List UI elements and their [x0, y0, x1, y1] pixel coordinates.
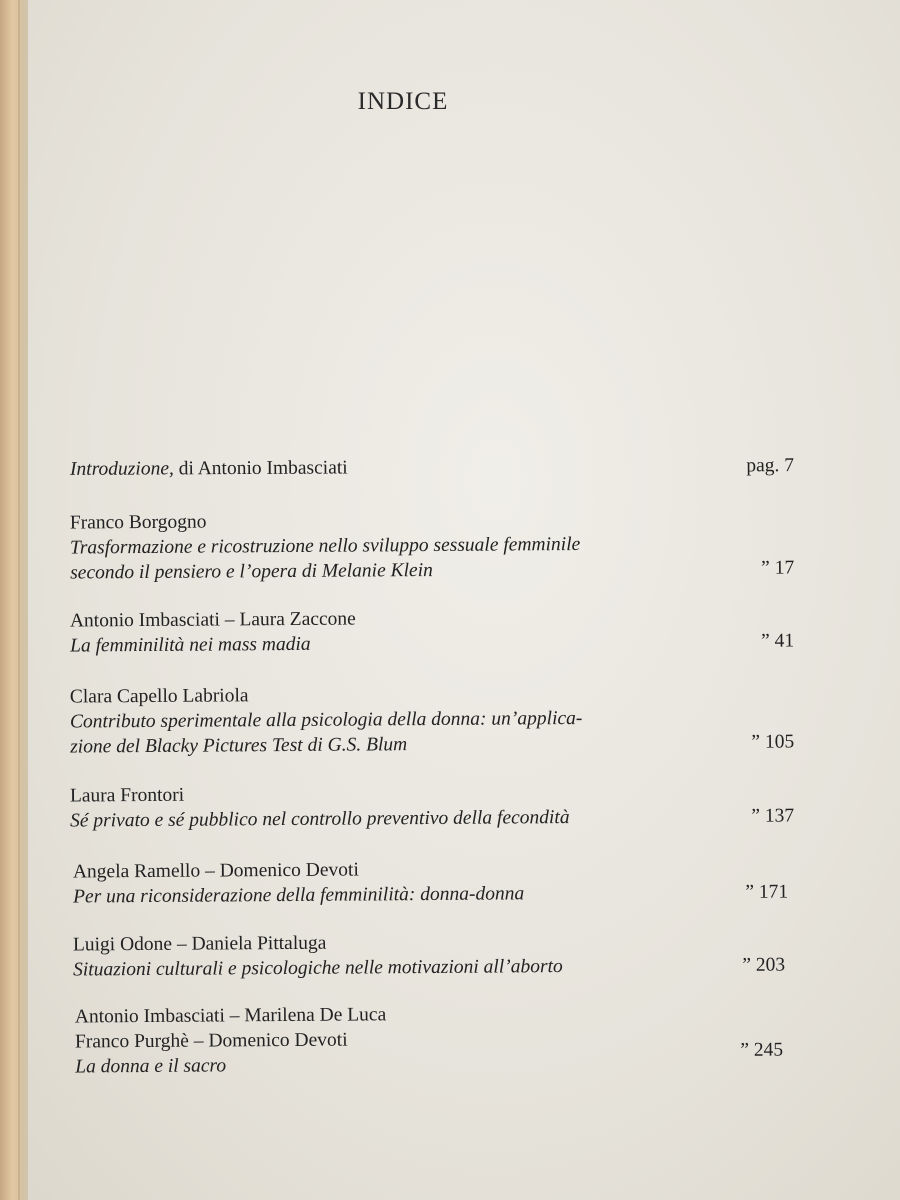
index-title: INDICE	[357, 88, 449, 115]
toc-entry-borgogno	[70, 505, 795, 585]
toc-entry-imbasciati-deluca-purghe-devoti	[75, 1000, 784, 1080]
toc-entry-odone-pittaluga	[73, 928, 785, 983]
entry-title-italic: Introduzione,	[69, 458, 174, 480]
entry-title-line: secondo il pensiero e l’opera di Melanie Klein	[70, 559, 433, 584]
entry-authors: Antonio Imbasciati – Marilena De Luca	[74, 1004, 387, 1028]
entry-page-number: ” 17	[761, 557, 795, 579]
entry-title-line: Sé privato e sé pubblico nel controllo preventivo della fecondità	[70, 807, 570, 832]
toc-entry-capello-labriola	[70, 679, 795, 759]
entry-page-number: ” 171	[745, 881, 789, 903]
toc-entry-imbasciati-zaccone	[70, 603, 794, 658]
entry-authors: Clara Capello Labriola	[69, 685, 249, 708]
entry-authors: Antonio Imbasciati – Laura Zaccone	[69, 608, 356, 632]
book-spine	[0, 0, 28, 1200]
entry-page-number: ” 41	[760, 630, 795, 652]
entry-page-number: ” 245	[740, 1039, 784, 1061]
entry-page-number: ” 203	[742, 954, 786, 976]
entry-authors: Angela Ramello – Domenico Devoti	[72, 859, 359, 883]
entry-authors: Laura Frontori	[69, 784, 185, 807]
toc-entry-introduzione	[70, 453, 794, 482]
entry-title-line: Situazioni culturali e psicologiche nelle motivazioni all’aborto	[73, 956, 563, 981]
spine-fold-line	[18, 0, 20, 1200]
entry-title-roman: di Antonio Imbasciati	[173, 457, 348, 480]
entry-title-line: Per una riconsiderazione della femminilità: donna-donna	[73, 883, 525, 908]
entry-title-line: Trasformazione e ricostruzione nello sviluppo sessuale femminile	[69, 533, 581, 559]
entry-authors: Luigi Odone – Daniela Pittaluga	[72, 932, 327, 956]
entry-title-line: Contributo sperimentale alla psicologia della donna: un’applica-	[69, 707, 583, 733]
entry-title-line: La donna e il sacro	[75, 1055, 227, 1078]
entry-authors: Franco Borgogno	[69, 511, 207, 534]
entry-title-line: zione del Blacky Pictures Test di G.S. Blum	[70, 734, 408, 758]
entry-title-line: La femminilità nei mass madia	[70, 633, 311, 657]
entry-page-number: ” 137	[751, 805, 795, 827]
entry-page-number: pag. 7	[746, 455, 795, 477]
entry-authors-second: Franco Purghè – Domenico Devoti	[74, 1029, 348, 1053]
toc-entry-ramello-devoti	[73, 855, 788, 910]
entry-title-line	[70, 453, 794, 482]
toc-entry-frontori	[70, 778, 794, 833]
entry-page-number: ” 105	[751, 731, 795, 753]
